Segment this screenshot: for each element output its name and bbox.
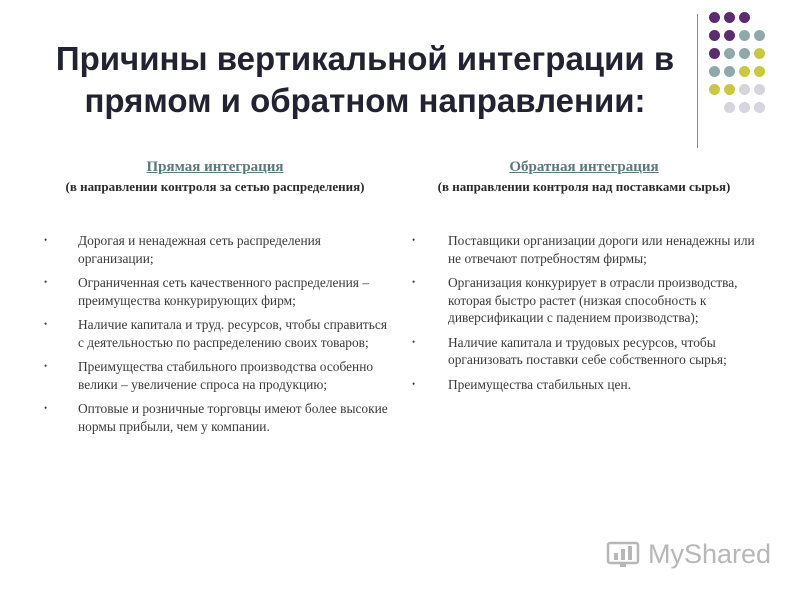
bullet-icon: • <box>412 336 416 347</box>
bullet-icon: • <box>44 235 48 245</box>
bullet-icon: • <box>412 277 416 287</box>
decorative-dot <box>724 84 735 95</box>
decorative-dot <box>739 30 750 41</box>
decorative-dot-grid <box>709 12 779 124</box>
decorative-dot <box>724 102 735 113</box>
forward-integration-subheading: (в направлении контроля за сетью распределения) <box>65 179 365 194</box>
myshared-watermark[interactable] <box>606 537 776 577</box>
decorative-dot <box>724 12 735 23</box>
bullet-icon: • <box>44 403 48 413</box>
myshared-logo-icon <box>606 540 640 570</box>
decorative-dot <box>739 12 750 23</box>
list-item: • Ограниченная сеть качественного распределения – преимущества конкурирующих фирм; <box>44 275 370 308</box>
list-item: • Оптовые и розничные торговцы имеют более высокие нормы прибыли, чем у компании. <box>44 401 388 434</box>
decorative-dot <box>754 102 765 113</box>
list-item: • Поставщики организации дороги или ненадежны или не отвечают потребностям фирмы; <box>412 233 755 266</box>
bullet-icon: • <box>44 361 48 371</box>
backward-integration-header <box>408 158 760 196</box>
decorative-dot <box>709 66 720 77</box>
decorative-dot <box>739 84 750 95</box>
list-item: • Преимущества стабильного производства особенно велики – увеличение спроса на продукцию; <box>44 359 374 392</box>
list-item: • Преимущества стабильных цен. <box>412 376 631 392</box>
decorative-dot <box>724 66 735 77</box>
decorative-dot <box>739 48 750 59</box>
backward-integration-list <box>408 232 760 393</box>
decorative-dot <box>754 30 765 41</box>
decorative-dot <box>754 66 765 77</box>
decorative-dot <box>739 102 750 113</box>
forward-integration-header <box>40 158 390 196</box>
bullet-icon: • <box>412 235 416 245</box>
decorative-dot <box>709 12 720 23</box>
bullet-icon: • <box>412 378 416 389</box>
decorative-dot <box>724 48 735 59</box>
decorative-dot <box>754 48 765 59</box>
forward-integration-heading: Прямая интеграция <box>146 159 284 175</box>
decorative-dot <box>754 84 765 95</box>
decorative-dot <box>739 66 750 77</box>
backward-integration-heading: Обратная интеграция <box>509 159 659 175</box>
forward-integration-column <box>40 158 390 442</box>
decorative-divider <box>697 14 698 148</box>
bullet-icon: • <box>44 277 48 287</box>
watermark-text: MyShared <box>648 539 772 569</box>
decorative-dot <box>724 30 735 41</box>
forward-integration-list <box>40 232 390 435</box>
backward-integration-subheading: (в направлении контроля над поставками сырья) <box>437 179 731 194</box>
decorative-dot <box>709 30 720 41</box>
list-item: • Организация конкурирует в отрасли производства, которая быстро растет (низкая способность к диверсификации с падением производства); <box>412 275 738 325</box>
list-item: • Наличие капитала и труд. ресурсов, чтобы справиться с деятельностью по распределению своих товаров; <box>44 317 387 350</box>
list-item: • Наличие капитала и трудовых ресурсов, чтобы организовать поставки себе собственного сырья; <box>412 334 727 367</box>
list-item: • Дорогая и ненадежная сеть распределения организации; <box>44 233 321 266</box>
decorative-dot <box>709 48 720 59</box>
decorative-dot <box>709 84 720 95</box>
slide-title: Причины вертикальной интеграции в прямом и обратном направлении: <box>55 40 675 119</box>
bullet-icon: • <box>44 319 48 329</box>
backward-integration-column <box>408 158 760 400</box>
